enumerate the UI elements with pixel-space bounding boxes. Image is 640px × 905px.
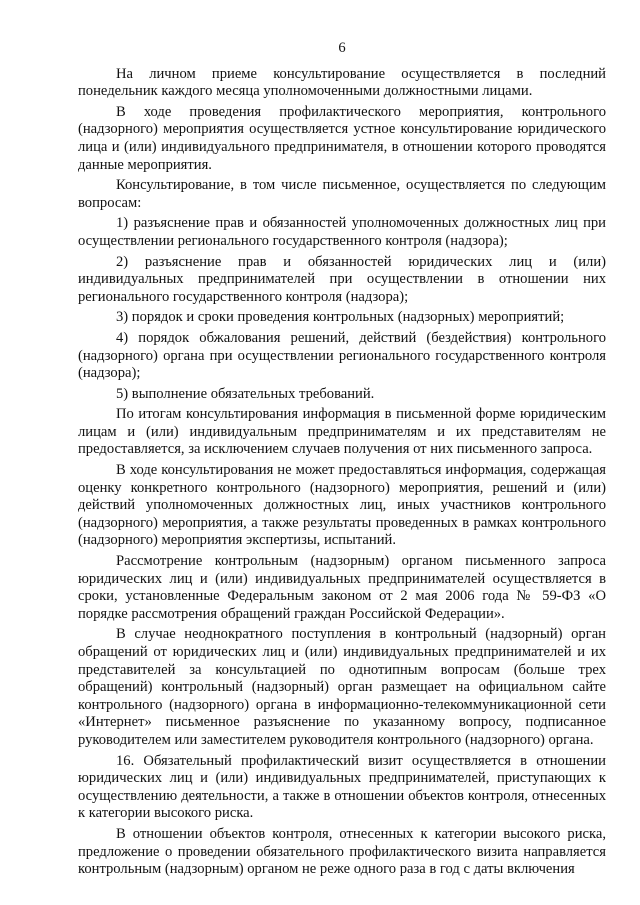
- list-item: 4) порядок обжалования решений, действий (бездействия) контрольного (надзорного) органа при осуществлении регионального государственного контроля (надзора);: [78, 329, 606, 382]
- paragraph: На личном приеме консультирование осуществляется в последний понедельник каждого месяца уполномоченными должностными лицами.: [78, 65, 606, 100]
- paragraph: В случае неоднократного поступления в контрольный (надзорный) орган обращений от юридических лиц и (или) индивидуальных предпринимателей и их представителей за консультацией по однотипным вопросам (больше трех обращений) контрольный (надзорный) орган размещает на официальном сайте контрольного (надзорного) органа в информационно-телекоммуникационной сети «Интернет» письменное разъяснение по указанному вопросу, подписанное руководителем или заместителем руководителя контрольного (надзорного) органа.: [78, 626, 606, 748]
- list-item: 3) порядок и сроки проведения контрольных (надзорных) мероприятий;: [116, 309, 565, 326]
- paragraph: Рассмотрение контрольным (надзорным) органом письменного запроса юридических лиц и (или) индивидуальных предпринимателей осуществляется в сроки, установленные Федеральным законом от 2 мая 2006 года № 59-ФЗ «О порядке рассмотрения обращений граждан Российской Федерации».: [78, 553, 606, 622]
- list-item: 1) разъяснение прав и обязанностей уполномоченных должностных лиц при осуществлении регионального государственного контроля (надзора);: [78, 215, 606, 249]
- paragraph: Консультирование, в том числе письменное, осуществляется по следующим вопросам:: [78, 177, 606, 211]
- paragraph: По итогам консультирования информация в письменной форме юридическим лицам и (или) индивидуальным предпринимателям и их представителям не предоставляется, за исключением случаев получения от них письменного запроса.: [78, 406, 606, 458]
- paragraph: В ходе проведения профилактического мероприятия, контрольного (надзорного) мероприятия осуществляется устное консультирование юридического лица и (или) индивидуального предпринимателя, в отношении которого проводятся данные мероприятия.: [78, 103, 606, 173]
- paragraph: В ходе консультирования не может предоставляться информация, содержащая оценку конкретного контрольного (надзорного) мероприятия, решений и (или) действий уполномоченных должностных лиц, иных участников контрольного (надзорного) мероприятия, а также результаты проведенных в рамках контрольного (надзорного) мероприятия экспертизы, испытаний.: [78, 462, 606, 549]
- list-item: 5) выполнение обязательных требований.: [116, 385, 375, 402]
- paragraph: В отношении объектов контроля, отнесенных к категории высокого риска, предложение о проведении обязательного профилактического визита направляется контрольным (надзорным) органом не реже одного раза в год с даты включения: [78, 825, 606, 878]
- document-page: [78, 40, 606, 882]
- paragraph: 16. Обязательный профилактический визит осуществляется в отношении юридических лиц и (или) индивидуальных предпринимателей, приступающих к осуществлению деятельности, а также в отношении объектов контроля, отнесенных к категории высокого риска.: [78, 752, 606, 822]
- page-number: 6: [338, 40, 346, 56]
- list-item: 2) разъяснение прав и обязанностей юридических лиц и (или) индивидуальных предпринимателей при осуществлении в отношении них регионального государственного контроля (надзора);: [78, 253, 606, 305]
